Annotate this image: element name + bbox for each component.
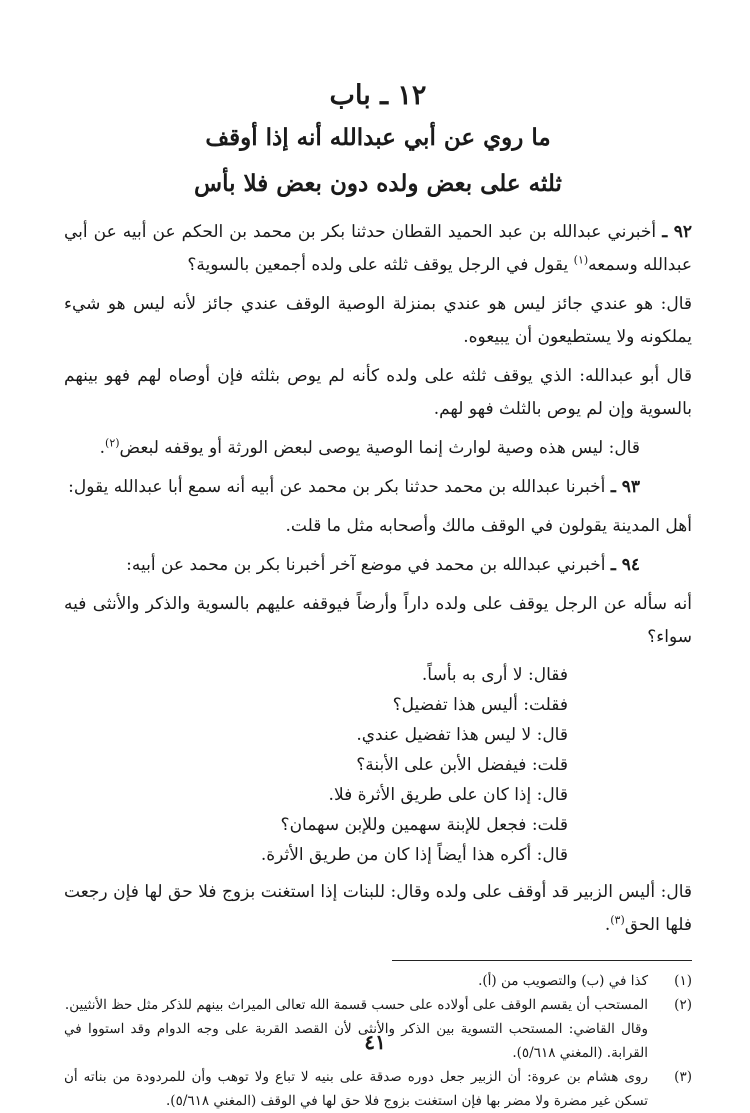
paragraph-93	[64, 471, 692, 504]
footnote-1	[64, 969, 692, 993]
chapter-title-line-2: ثلثه على بعض ولده دون بعض فلا بأس	[194, 170, 562, 197]
paragraph-last	[64, 876, 692, 942]
paragraph-last-end: .	[604, 915, 611, 935]
hadith-number-94: ٩٤ ـ	[610, 555, 640, 575]
paragraph-94	[64, 549, 692, 582]
paragraph-qala-3-text: قال: ليس هذه وصية لوارث إنما الوصية يوصى لبعض الورثة أو يوقفه لبعض	[119, 438, 640, 458]
paragraph-qala-1: قال: هو عندي جائز ليس هو عندي بمنزلة الوصية الوقف عندي جائز لأنه ليس هو شيء يملكونه ولا يستطيعون أن يبيعوه.	[64, 294, 692, 347]
footnote-ref-1: (١)	[573, 253, 589, 267]
dialog-line: قال: أكره هذا أيضاً إذا كان من طريق الأثرة.	[260, 845, 568, 865]
footnote-ref-3: (٣)	[610, 913, 625, 927]
footnote-3-text: روى هشام بن عروة: أن الزبير جعل دوره صدقة على بنيه لا تباع ولا توهب وأن للمردودة من بناته أن تسكن غير مضرة ولا مضر بها فإن استغنت بزوج فلا حق لها في الوقف (المغني ٥/٦١٨).	[64, 1069, 648, 1109]
chapter-title-line-1: ما روي عن أبي عبدالله أنه إذا أوقف	[205, 124, 551, 151]
paragraph-93-text: أخبرنا عبدالله بن محمد حدثنا بكر بن محمد عن أبيه أنه سمع أبا عبدالله يقول:	[68, 477, 606, 497]
paragraph-qala-3	[64, 432, 692, 465]
paragraph-92-text-b: يقول في الرجل يوقف ثلثه على ولده أجمعين بالسوية؟	[187, 255, 569, 275]
footnote-1-text: كذا في (ب) والتصويب من (أ).	[478, 973, 648, 989]
paragraph-93-continuation: أهل المدينة يقولون في الوقف مالك وأصحابه مثل ما قلت.	[285, 516, 692, 536]
paragraph-qala-3-end: .	[99, 438, 106, 458]
paragraph-92-text-a: أخبرني عبدالله بن عبد الحميد القطان حدثنا بكر بن محمد بن الحكم عن أبيه عن أبي عبدالله وسمعه	[64, 222, 692, 275]
chapter-heading: ١٢ ـ باب	[329, 80, 427, 111]
hadith-number-92: ٩٢ ـ	[662, 222, 692, 242]
paragraph-last-text: قال: أليس الزبير قد أوقف على ولده وقال: للبنات إذا استغنت بزوج فلا حق لها فإن رجعت فلها الحق	[64, 882, 692, 935]
paragraph-qala-2: قال أبو عبدالله: الذي يوقف ثلثه على ولده كأنه لم يوص بثلثه فإن أوصاه لهم فهو بينهم بالسوية وإن لم يوص بالثلث فهو لهم.	[64, 366, 692, 419]
dialog-line: قال: لا ليس هذا تفضيل عندي.	[356, 725, 568, 745]
paragraph-92	[64, 216, 692, 282]
paragraph-94-continuation: أنه سأله عن الرجل يوقف على ولده داراً وأرضاً فيوقفه عليهم بالسوية والذكر والأنثى فيه سواء؟	[64, 594, 692, 647]
dialog-line: قال: إذا كان على طريق الأثرة فلا.	[328, 785, 568, 805]
footnote-2	[64, 993, 692, 1017]
dialog-line: قلت: فجعل للإبنة سهمين وللإبن سهمان؟	[280, 815, 568, 835]
paragraph-94-text: أخبرني عبدالله بن محمد في موضع آخر أخبرنا بكر بن محمد عن أبيه:	[126, 555, 606, 575]
footnote-1-mark: (١)	[674, 973, 692, 989]
footnote-2-text: المستحب أن يقسم الوقف على أولاده على حسب قسمة الله تعالى الميراث بينهم للذكر مثل حظ الأنثيين.	[64, 997, 648, 1013]
footnote-3	[64, 1065, 692, 1113]
footnote-2-mark: (٢)	[674, 997, 692, 1013]
dialog-line: فقال: لا أرى به بأساً.	[421, 665, 568, 685]
footnote-3-mark: (٣)	[674, 1069, 692, 1085]
dialog-line: قلت: فيفضل الأبن على الأبنة؟	[356, 755, 568, 775]
dialog-line: فقلت: أليس هذا تفضيل؟	[392, 695, 568, 715]
footnote-ref-2: (٢)	[105, 436, 120, 450]
hadith-number-93: ٩٣ ـ	[610, 477, 640, 497]
footnote-divider	[392, 960, 692, 961]
footnote-2-continuation: وقال القاضي: المستحب التسوية بين الذكر والأنثى لأن القصد القربة على وجه الدوام وقد استووا في القرابة. (المغني ٥/٦١٨).	[64, 1021, 648, 1061]
page-number: ٤١	[364, 1030, 386, 1054]
